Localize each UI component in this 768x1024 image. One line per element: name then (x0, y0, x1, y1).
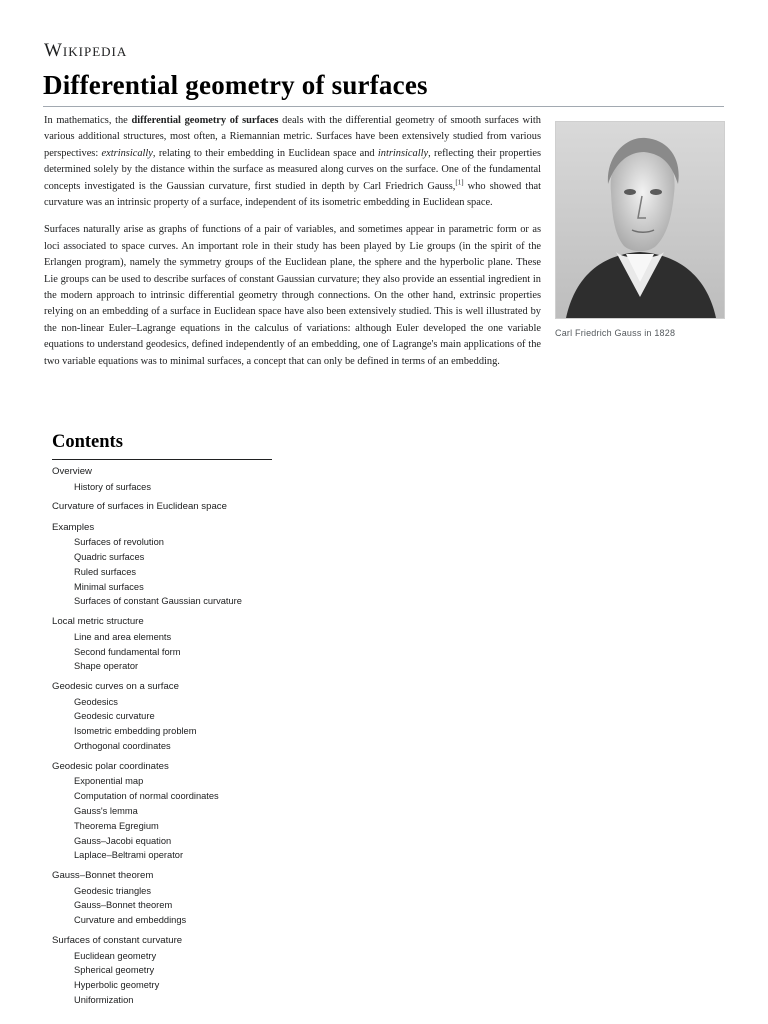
toc-subsection-link[interactable]: Curvature and embeddings (74, 915, 187, 926)
toc-subsection-link[interactable]: Theorema Egregium (74, 820, 159, 831)
toc-subsection-link[interactable]: Geodesic triangles (74, 885, 151, 896)
toc-subsection-link[interactable]: Shape operator (74, 661, 139, 672)
toc-subsection-link[interactable]: Minimal surfaces (74, 581, 144, 592)
toc-subsection-link[interactable]: Spherical geometry (74, 965, 155, 976)
toc-subsection-link[interactable]: Ruled surfaces (74, 566, 137, 577)
toc-section-link[interactable]: Examples (52, 521, 95, 533)
toc-subsection-link[interactable]: Surfaces of revolution (74, 537, 164, 548)
toc-section (52, 500, 272, 515)
toc-subsection-link[interactable]: Isometric embedding problem (74, 726, 197, 737)
toc-subsection-link[interactable]: Gauss–Jacobi equation (74, 835, 172, 846)
toc-section-link[interactable]: Geodesic polar coordinates (52, 760, 169, 772)
toc-subsection-link[interactable]: Second fundamental form (74, 646, 181, 657)
toc-subsection-link[interactable]: Quadric surfaces (74, 552, 145, 563)
intro-paragraph: In mathematics, the differential geometry of surfaces deals with the differential geometry of smooth surfaces with various additional structures, most often, a Riemannian metric. Surfaces have been extensively studied from various perspectives: extrinsically, relating to their embedding in Euclidean space and intrinsically, reflecting their properties determined solely by the distance within the surface as measured along curves on the surface. One of the fundamental concepts investigated is the Gaussian curvature, first studied in depth by Carl Friedrich Gauss,[1] who showed that curvature was an intrinsic property of a surface, independent of its isometric embedding in Euclidean space. (44, 115, 542, 209)
toc-section (52, 615, 272, 674)
toc-subsection-link[interactable]: Geodesics (74, 696, 118, 707)
toc-section-link[interactable]: Geodesic curves on a surface (52, 681, 179, 693)
toc-subsection-link[interactable]: Hyperbolic geometry (74, 980, 160, 991)
toc-section-link[interactable]: Local metric structure (52, 616, 144, 628)
table-of-contents (52, 432, 272, 1014)
toc-section-link[interactable]: Gauss–Bonnet theorem (52, 870, 154, 882)
article-body (44, 113, 725, 381)
citation-link[interactable]: [1] (455, 178, 464, 187)
toc-section (52, 934, 272, 1008)
toc-subsection-link[interactable]: Line and area elements (74, 631, 172, 642)
infobox-image (555, 121, 725, 341)
toc-section (52, 680, 272, 754)
toc-subsection-link[interactable]: Laplace–Beltrami operator (74, 850, 184, 861)
page-title: Differential geometry of surfaces (43, 70, 428, 100)
toc-section-link[interactable]: Surfaces of constant curvature (52, 935, 183, 947)
toc-subsection-link[interactable]: Uniformization (74, 994, 134, 1005)
toc-subsection-link[interactable]: Orthogonal coordinates (74, 741, 171, 752)
toc-subsection-link[interactable]: Geodesic curvature (74, 711, 155, 722)
toc-list (52, 465, 272, 1008)
toc-section (52, 521, 272, 609)
toc-section-link[interactable]: Curvature of surfaces in Euclidean space (52, 501, 227, 513)
toc-subsection-link[interactable]: Surfaces of constant Gaussian curvature (74, 596, 242, 607)
image-caption: Carl Friedrich Gauss in 1828 (555, 328, 676, 338)
second-paragraph: Surfaces naturally arise as graphs of functions of a pair of variables, and sometimes appear in parametric form or as loci associated to space curves. An important role in their study has been played by Lie groups (in the spirit of the Erlangen program), namely the symmetry groups of the Euclidean plane, the sphere and the hyperbolic plane. These Lie groups can be used to describe surfaces of constant Gaussian curvature; they also provide an essential ingredient in the modern approach to intrinsic differential geometry through connections. On the other hand, extrinsic properties relying on an embedding of a surface in Euclidean space have also been extensively studied. This is well illustrated by the non-linear Euler–Lagrange equations in the calculus of variations: although Euler developed the one variable equations to understand geodesics, defined independently of an embedding, one of Lagrange's main applications of the two variable equations was to minimal surfaces, a concept that can only be defined in terms of an embedding. (44, 224, 541, 367)
toc-subsection-link[interactable]: Exponential map (74, 776, 144, 787)
toc-subsection-link[interactable]: Gauss's lemma (74, 805, 138, 816)
toc-section (52, 869, 272, 928)
toc-subsection-link[interactable]: History of surfaces (74, 481, 151, 492)
wikipedia-wordmark[interactable]: Wikipedia (44, 40, 128, 61)
toc-section (52, 465, 272, 494)
toc-section-link[interactable]: Overview (52, 466, 92, 477)
toc-subsection-link[interactable]: Euclidean geometry (74, 950, 157, 961)
toc-subsection-link[interactable]: Gauss–Bonnet theorem (74, 900, 173, 911)
title-divider (43, 106, 724, 107)
portrait-image[interactable] (555, 121, 725, 319)
bold-term: differential geometry of surfaces (131, 115, 279, 126)
toc-section (52, 760, 272, 863)
toc-title: Contents (52, 432, 272, 460)
toc-subsection-link[interactable]: Computation of normal coordinates (74, 791, 219, 802)
